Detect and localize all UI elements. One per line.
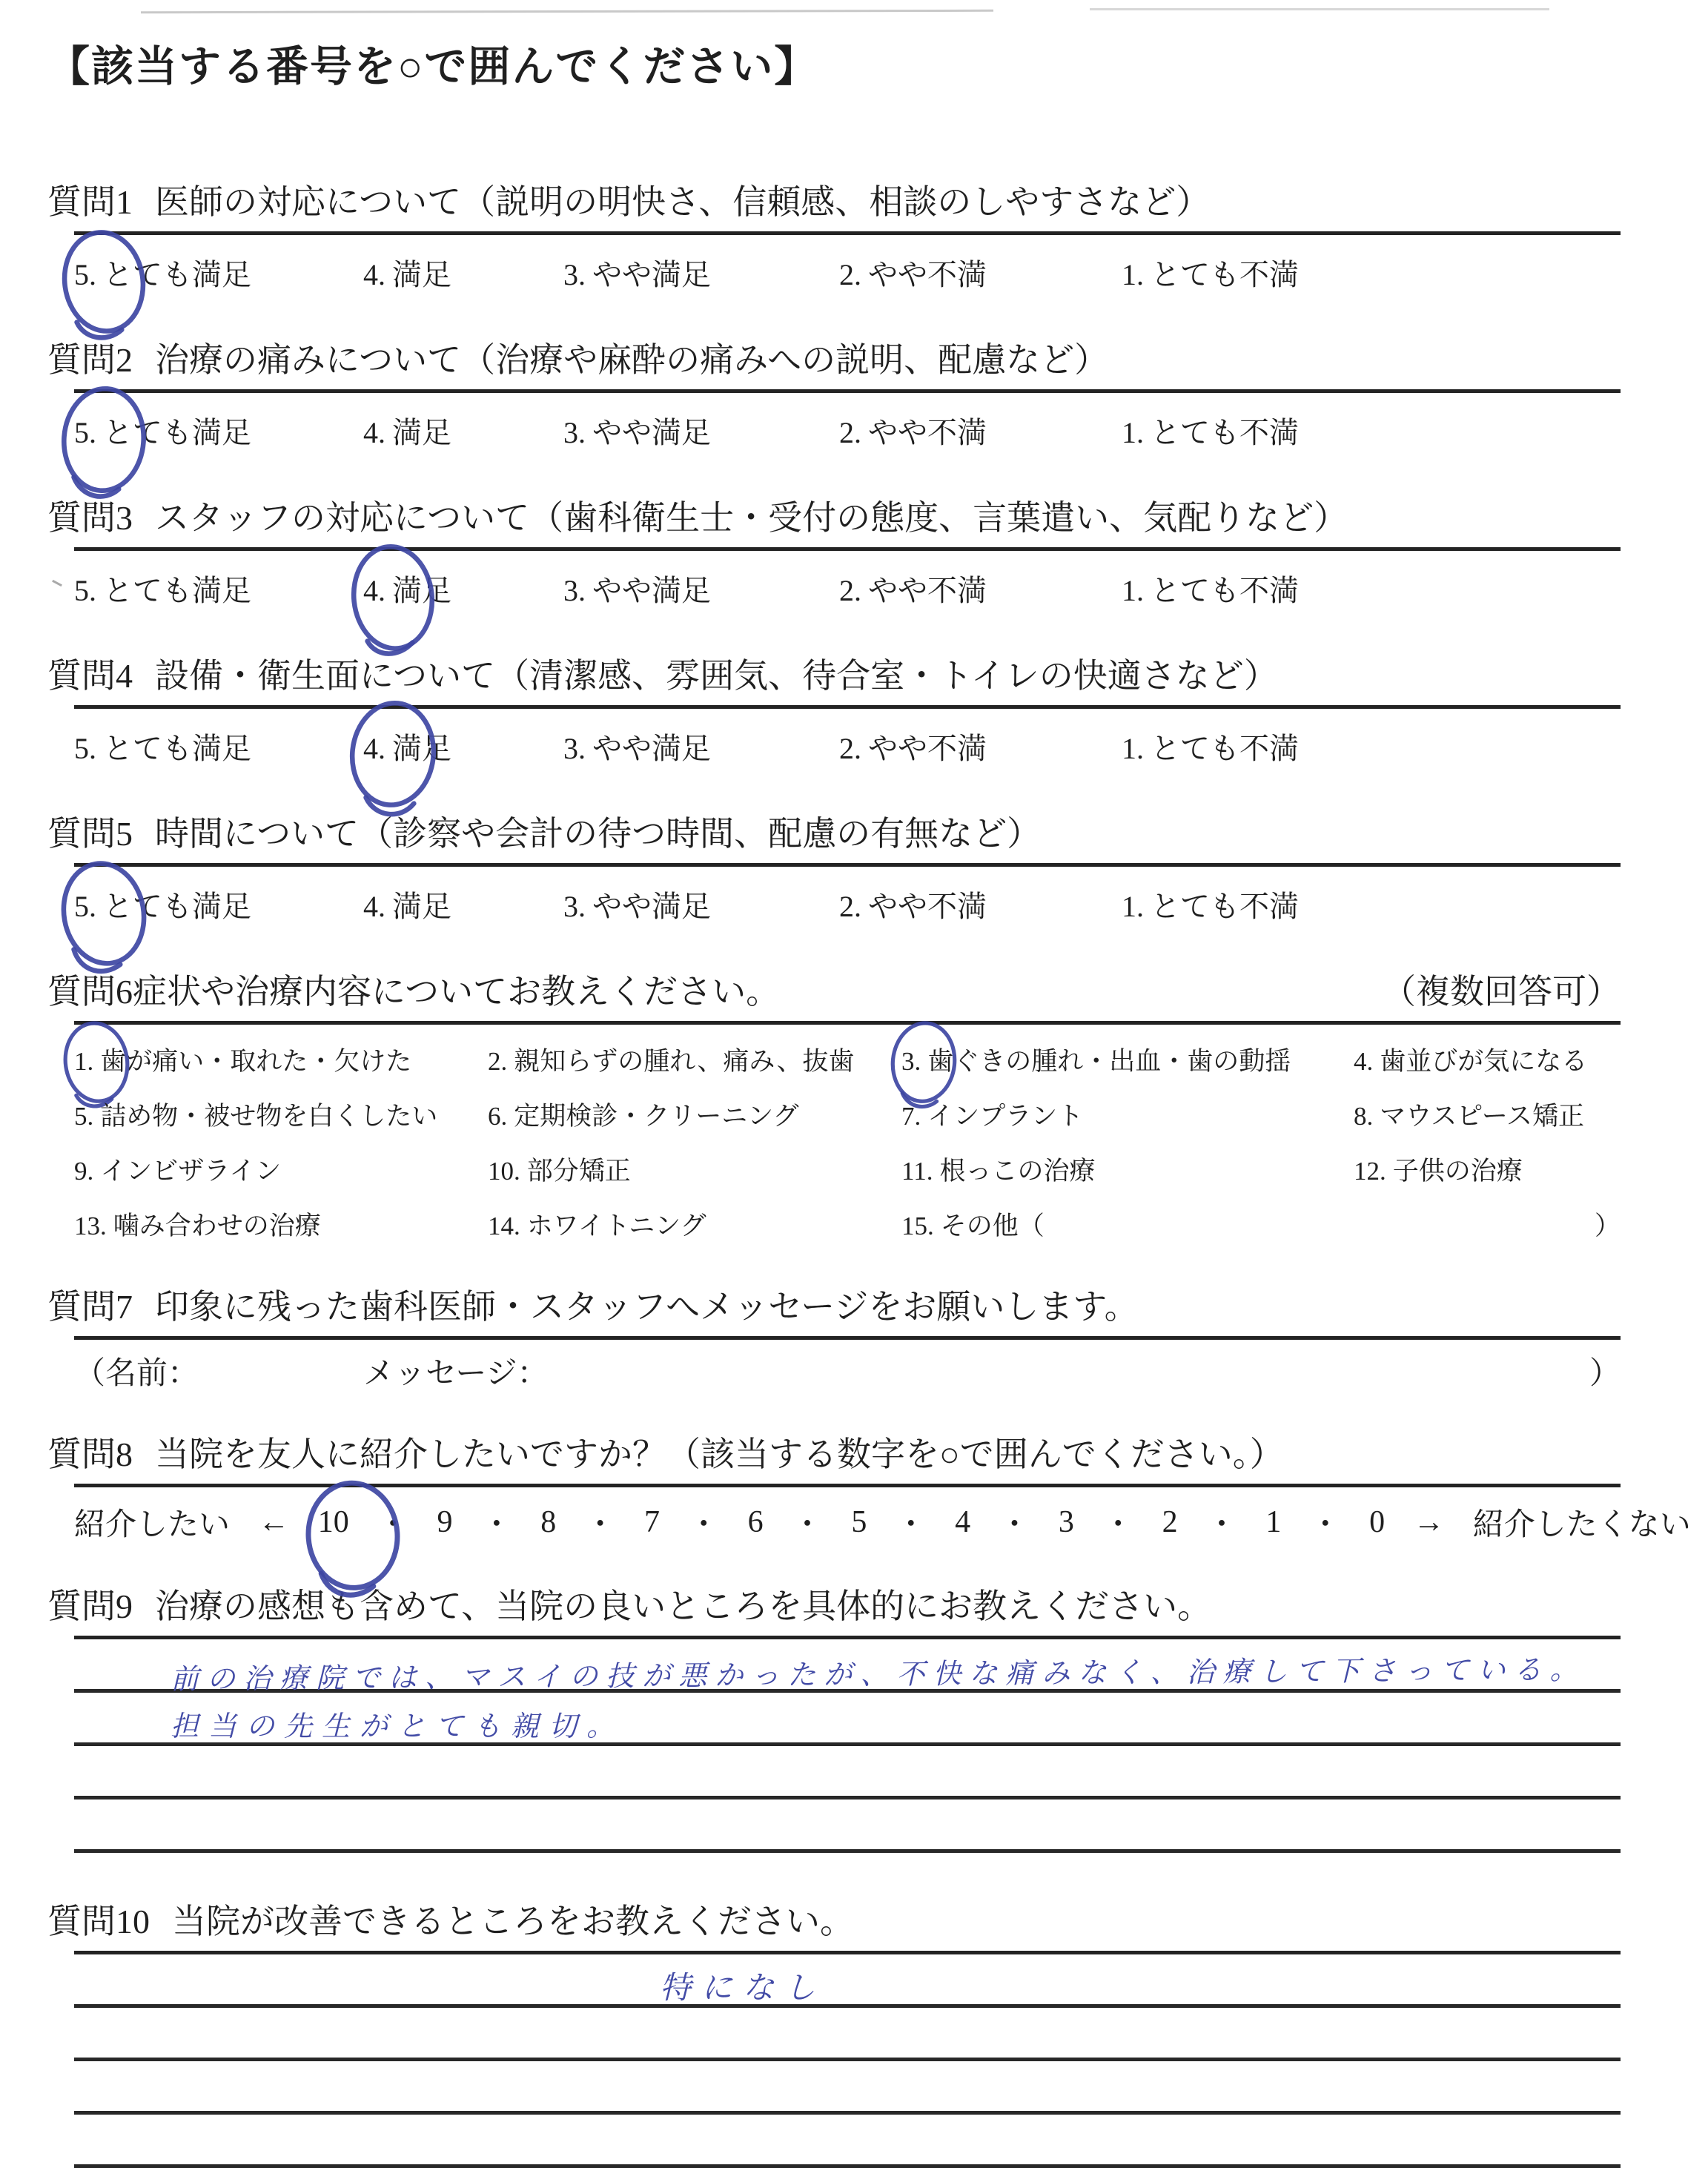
multi-answer-note: （複数回答可） — [1382, 972, 1621, 1011]
option-number: 1. — [1122, 415, 1144, 449]
option-label: やや満足 — [592, 889, 711, 923]
option-label: 歯ぐきの腫れ・出血・歯の動揺 — [927, 1046, 1291, 1076]
nps-dot: ・ — [1102, 1507, 1134, 1542]
option-label: やや満足 — [592, 731, 711, 765]
question-10 — [47, 1900, 1621, 2168]
question-title: スタッフの対応について（歯科衛生士・受付の態度、言葉遣い、気配りなど） — [155, 498, 1348, 537]
question-number: 質問5 — [47, 814, 133, 853]
symptom-option-9 — [74, 1145, 488, 1200]
option-3 — [563, 409, 711, 452]
name-field-label: （名前： — [74, 1356, 199, 1391]
question-9 — [47, 1585, 1621, 1853]
option-number: 5. — [74, 731, 96, 765]
nps-dot: ・ — [1309, 1507, 1341, 1542]
nps-dot: ・ — [895, 1507, 927, 1542]
option-number: 3. — [563, 889, 586, 923]
right-arrow-icon: → — [1413, 1504, 1445, 1539]
option-number: 14. — [488, 1211, 520, 1240]
option-label: 歯並びが気になる — [1380, 1046, 1588, 1076]
answer-line — [74, 1639, 1621, 1696]
option-2 — [839, 409, 987, 452]
divider — [74, 863, 1621, 867]
answer-line — [74, 2008, 1621, 2061]
question-number: 質問3 — [47, 498, 133, 537]
option-label: やや不満 — [868, 889, 987, 923]
option-4-selected — [363, 725, 451, 767]
option-2 — [839, 883, 987, 925]
answer-line — [74, 1799, 1621, 1853]
symptom-option-14 — [488, 1200, 901, 1255]
question-number: 質問8 — [47, 1435, 133, 1473]
question-2-options — [74, 405, 1621, 451]
nps-3: 3 — [1058, 1504, 1074, 1539]
option-number: 2. — [839, 415, 861, 449]
answer-line — [74, 1693, 1621, 1746]
question-title: 治療の感想も含めて、当院の良いところを具体的にお教えください。 — [155, 1587, 1212, 1625]
option-label: 子供の治療 — [1392, 1156, 1523, 1186]
nps-9: 9 — [437, 1504, 453, 1539]
option-label: とても不満 — [1151, 731, 1299, 765]
option-label: その他（ — [940, 1211, 1045, 1240]
handwritten-answer: 特になし — [660, 1969, 827, 2006]
option-number: 3. — [563, 731, 586, 765]
symptom-option-7 — [901, 1090, 1354, 1145]
nps-0: 0 — [1369, 1504, 1386, 1539]
nps-6: 6 — [747, 1504, 764, 1539]
symptom-option-8 — [1354, 1090, 1621, 1145]
option-label: インビザライン — [100, 1156, 282, 1186]
option-3 — [563, 251, 711, 294]
option-number: 4. — [363, 415, 385, 449]
option-number: 4. — [363, 731, 385, 765]
option-label: とても不満 — [1151, 573, 1299, 607]
option-label: 詰め物・被せ物を白くしたい — [100, 1101, 438, 1131]
symptom-option-11 — [901, 1145, 1354, 1200]
nps-5: 5 — [851, 1504, 867, 1539]
option-label: 部分矯正 — [526, 1156, 631, 1186]
option-label: とても満足 — [103, 415, 251, 449]
option-number: 2. — [839, 257, 861, 291]
survey-form — [47, 181, 1691, 2168]
option-number: 13. — [74, 1211, 107, 1240]
option-label: 歯が痛い・取れた・欠けた — [100, 1046, 412, 1076]
option-label: マウスピース矯正 — [1380, 1101, 1585, 1131]
option-number: 4. — [1354, 1046, 1374, 1076]
question-7 — [47, 1286, 1621, 1392]
question-6 — [47, 971, 1621, 1255]
symptom-option-10 — [488, 1145, 901, 1200]
question-number: 質問2 — [47, 340, 133, 379]
option-label: 満足 — [392, 731, 451, 765]
option-label: とても不満 — [1151, 257, 1299, 291]
option-number: 4. — [363, 573, 385, 607]
question-3-options — [74, 563, 1621, 609]
scan-speck — [52, 580, 62, 586]
question-2 — [47, 339, 1621, 451]
option-1 — [1122, 567, 1299, 609]
answer-line — [74, 2061, 1621, 2115]
option-label: やや不満 — [868, 415, 987, 449]
question-3 — [47, 497, 1621, 609]
option-label: 満足 — [392, 573, 451, 607]
option-2 — [839, 251, 987, 294]
scan-artifact-line — [1090, 8, 1549, 10]
question-5-options — [74, 879, 1621, 925]
question-title: 治療の痛みについて（治療や麻酔の痛みへの説明、配慮など） — [155, 340, 1109, 379]
symptom-option-1-selected — [74, 1035, 488, 1090]
option-label: 満足 — [392, 257, 451, 291]
option-number: 1. — [74, 1046, 94, 1076]
symptom-option-3-selected — [901, 1035, 1354, 1090]
option-4 — [363, 409, 451, 452]
option-label: やや満足 — [592, 415, 711, 449]
question-title: 医師の対応について（説明の明快さ、信頼感、相談のしやすさなど） — [155, 183, 1211, 221]
option-3 — [563, 725, 711, 767]
option-number: 2. — [488, 1046, 508, 1076]
option-number: 7. — [901, 1101, 921, 1131]
question-6-heading — [47, 971, 1621, 1014]
divider — [74, 389, 1621, 393]
option-label: とても満足 — [103, 257, 251, 291]
question-9-heading — [47, 1585, 1621, 1628]
option-number: 3. — [563, 415, 586, 449]
question-1 — [47, 181, 1621, 293]
option-label: とても満足 — [103, 889, 251, 923]
option-label: とても満足 — [103, 573, 251, 607]
option-2 — [839, 567, 987, 609]
question-title: 当院を友人に紹介したいですか？（該当する数字を○で囲んでください。） — [155, 1435, 1284, 1473]
question-1-heading — [47, 181, 1621, 224]
question-5-heading — [47, 813, 1621, 856]
option-number: 11. — [901, 1156, 933, 1186]
question-10-heading — [47, 1900, 1621, 1943]
question-4-options — [74, 721, 1621, 767]
option-number: 6. — [488, 1101, 508, 1131]
divider — [74, 1021, 1621, 1025]
question-1-options — [74, 247, 1621, 293]
option-number: 3. — [563, 257, 586, 291]
question-5 — [47, 813, 1621, 925]
option-2 — [839, 725, 987, 767]
option-label: 噛み合わせの治療 — [113, 1211, 321, 1240]
option-number: 5. — [74, 415, 96, 449]
option-label: やや満足 — [592, 257, 711, 291]
option-number: 8. — [1354, 1101, 1374, 1131]
symptom-option-2 — [488, 1035, 901, 1090]
left-arrow-icon: ← — [258, 1504, 290, 1539]
symptom-option-13 — [74, 1200, 488, 1255]
option-number: 4. — [363, 889, 385, 923]
option-label: 満足 — [392, 415, 451, 449]
option-1 — [1122, 409, 1299, 452]
question-title: 当院が改善できるところをお教えください。 — [172, 1902, 854, 1940]
option-label: とても満足 — [103, 731, 251, 765]
option-3 — [563, 883, 711, 925]
option-5 — [74, 725, 251, 767]
form-title: 【該当する番号を○で囲んでください】 — [47, 44, 818, 90]
question-number: 質問1 — [47, 183, 133, 221]
option-1 — [1122, 725, 1299, 767]
nps-dot: ・ — [688, 1507, 720, 1542]
nps-1: 1 — [1265, 1504, 1282, 1539]
option-4 — [363, 883, 451, 925]
nps-left-label: 紹介したい — [74, 1507, 231, 1542]
option-label: 定期検診・クリーニング — [514, 1101, 799, 1131]
symptom-option-6 — [488, 1090, 901, 1145]
option-number: 4. — [363, 257, 385, 291]
nps-scale-row — [74, 1498, 1691, 1547]
other-close-paren: ） — [1594, 1211, 1621, 1240]
option-number: 3. — [901, 1046, 921, 1076]
nps-dot: ・ — [999, 1507, 1030, 1542]
option-number: 5. — [74, 573, 96, 607]
option-label: やや不満 — [868, 257, 987, 291]
question-title: 印象に残った歯科医師・スタッフへメッセージをお願いします。 — [155, 1287, 1139, 1326]
option-number: 5. — [74, 889, 96, 923]
option-label: やや満足 — [592, 573, 711, 607]
option-number: 5. — [74, 257, 96, 291]
option-number: 1. — [1122, 731, 1144, 765]
option-4 — [363, 251, 451, 294]
question-8 — [47, 1433, 1691, 1547]
divider — [74, 547, 1621, 551]
question-number: 質問7 — [47, 1287, 133, 1326]
message-field-label: メッセージ： — [363, 1356, 549, 1391]
option-number: 12. — [1354, 1156, 1386, 1186]
nps-dot: ・ — [377, 1507, 409, 1542]
nps-4: 4 — [955, 1504, 971, 1539]
symptom-option-15-other — [901, 1200, 1354, 1255]
question-title: 設備・衛生面について（清潔感、雰囲気、待合室・トイレの快適さなど） — [155, 656, 1278, 695]
nps-8: 8 — [540, 1504, 557, 1539]
divider — [74, 1484, 1621, 1487]
option-number: 2. — [839, 573, 861, 607]
option-1 — [1122, 883, 1299, 925]
question-title: 症状や治療内容についてお教えください。 — [133, 972, 781, 1011]
question-8-heading — [47, 1433, 1621, 1476]
option-number: 10. — [488, 1156, 520, 1186]
question-7-answer-row — [74, 1349, 1621, 1392]
option-label: インプラント — [927, 1101, 1084, 1131]
question-number: 質問6 — [47, 972, 133, 1011]
nps-2: 2 — [1162, 1504, 1178, 1539]
nps-10-selected: 10 — [318, 1504, 349, 1540]
symptom-option-5 — [74, 1090, 488, 1145]
question-number: 質問10 — [47, 1902, 150, 1940]
option-number: 2. — [839, 731, 861, 765]
option-number: 1. — [1122, 257, 1144, 291]
question-title: 時間について（診察や会計の待つ時間、配慮の有無など） — [155, 814, 1042, 853]
divider — [74, 231, 1621, 235]
nps-dot: ・ — [584, 1507, 616, 1542]
option-label: ホワイトニング — [526, 1211, 706, 1240]
question-4-heading — [47, 655, 1621, 698]
option-number: 1. — [1122, 889, 1144, 923]
option-number: 9. — [74, 1156, 94, 1186]
nps-7: 7 — [643, 1504, 660, 1539]
option-3 — [563, 567, 711, 609]
question-3-heading — [47, 497, 1621, 540]
option-1 — [1122, 251, 1299, 294]
option-label: 満足 — [392, 889, 451, 923]
option-5-selected — [74, 883, 251, 925]
option-number: 3. — [563, 573, 586, 607]
divider — [74, 705, 1621, 709]
handwritten-answer-line-1: 前の治療院では、マスイの技が悪かったが、不快な痛みなく、治療して下さっている。 — [170, 1652, 1586, 1696]
option-label: とても不満 — [1151, 889, 1299, 923]
option-5-selected — [74, 251, 251, 294]
question-number: 質問9 — [47, 1587, 133, 1625]
divider — [74, 1336, 1621, 1340]
nps-dot: ・ — [792, 1507, 824, 1542]
option-label: とても不満 — [1151, 415, 1299, 449]
option-number: 2. — [839, 889, 861, 923]
answer-line — [74, 1746, 1621, 1799]
question-7-heading — [47, 1286, 1621, 1329]
symptom-option-12 — [1354, 1145, 1621, 1200]
symptom-option-4 — [1354, 1035, 1621, 1090]
question-number: 質問4 — [47, 656, 133, 695]
option-number: 1. — [1122, 573, 1144, 607]
nps-right-label: 紹介したくない — [1472, 1507, 1691, 1542]
option-label: やや不満 — [868, 573, 987, 607]
option-5 — [74, 567, 251, 609]
option-5-selected — [74, 409, 251, 452]
nps-dot: ・ — [1205, 1507, 1237, 1542]
option-number: 5. — [74, 1101, 94, 1131]
handwritten-answer-line-2: 担当の先生がとても親切。 — [171, 1709, 625, 1742]
nps-dot: ・ — [480, 1507, 512, 1542]
option-4-selected — [363, 567, 451, 609]
question-2-heading — [47, 339, 1621, 382]
question-4 — [47, 655, 1621, 767]
option-label: 親知らずの腫れ、痛み、抜歯 — [514, 1046, 855, 1076]
answer-line — [74, 1954, 1621, 2008]
option-number: 15. — [901, 1211, 934, 1240]
question-6-options — [74, 1035, 1621, 1255]
close-paren: ） — [1589, 1356, 1621, 1391]
option-label: やや不満 — [868, 731, 987, 765]
option-label: 根っこの治療 — [939, 1156, 1096, 1186]
